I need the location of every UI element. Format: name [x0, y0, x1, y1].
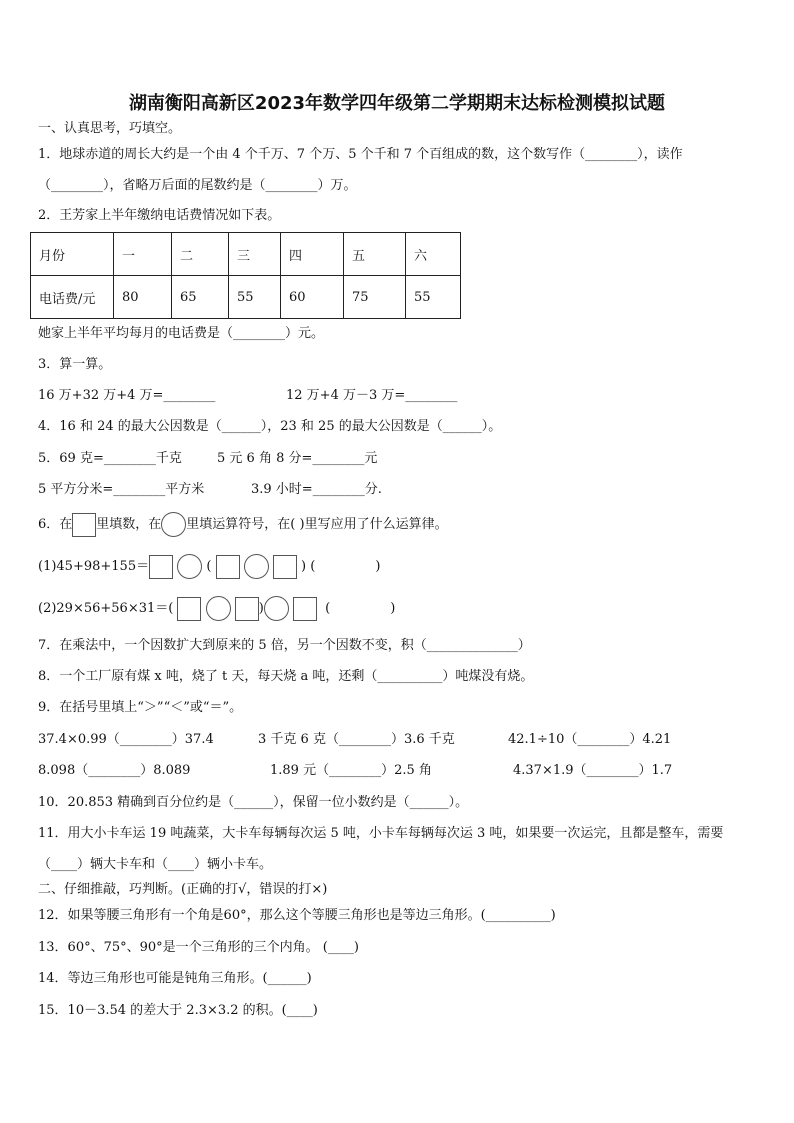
question-9: 9．在括号里填上“＞”“＜”或“＝”。 — [38, 700, 243, 715]
table-cell: 电话费/元 — [31, 276, 114, 319]
question-9a: 37.4×0.99（________）37.4 — [38, 732, 214, 747]
question-7: 7．在乘法中，一个因数扩大到原来的 5 倍，另一个因数不变，积（______________） — [38, 638, 531, 653]
answer-box[interactable] — [273, 555, 297, 579]
table-row-month — [31, 233, 461, 276]
question-3: 3．算一算。 — [38, 357, 112, 372]
answer-box[interactable] — [149, 555, 173, 579]
operator-circle[interactable] — [244, 554, 269, 579]
question-9f: 4.37×1.9（________）1.7 — [513, 763, 673, 778]
question-6 — [38, 512, 448, 538]
question-11-line-1: 11．用大小卡车运 19 吨蔬菜，大卡车每辆每次运 5 吨，小卡车每辆每次运 3 吨，如果要一次运完，且都是整车，需要 — [38, 826, 724, 841]
table-row-fee — [31, 276, 461, 319]
question-3a: 16 万+32 万+4 万=________ — [38, 388, 216, 403]
table-cell: 二 — [172, 233, 229, 276]
answer-box[interactable] — [235, 597, 259, 621]
answer-box[interactable] — [216, 555, 240, 579]
question-8: 8．一个工厂原有煤 x 吨，烧了 t 天，每天烧 a 吨，还剩（__________）吨煤没有烧。 — [38, 669, 534, 684]
number-box-icon — [72, 513, 96, 537]
operator-circle[interactable] — [177, 554, 202, 579]
phone-fee-table — [30, 232, 461, 319]
table-cell: 60 — [281, 276, 344, 319]
table-cell: 55 — [406, 276, 461, 319]
question-1-line-2: （________），省略万后面的尾数约是（________）万。 — [38, 178, 357, 193]
question-6-mid1: 里填数，在 — [96, 517, 162, 532]
table-cell: 月份 — [31, 233, 114, 276]
table-cell: 六 — [406, 233, 461, 276]
question-4: 4．16 和 24 的最大公因数是（______），23 和 25 的最大公因数是（______）。 — [38, 419, 502, 434]
table-cell: 80 — [114, 276, 172, 319]
q6-2-close-paren: ) — [258, 601, 264, 616]
operator-circle-icon — [161, 512, 186, 537]
question-3b: 12 万+4 万－3 万=________ — [286, 388, 458, 403]
q6-2-end-paren: ) — [390, 601, 396, 616]
question-6-part-1 — [38, 554, 380, 580]
question-12: 12．如果等腰三角形有一个角是60°，那么这个等腰三角形也是等边三角形。(__________) — [38, 908, 556, 923]
question-11-line-2: （____）辆大卡车和（____）辆小卡车。 — [38, 857, 273, 872]
operator-circle[interactable] — [264, 596, 289, 621]
q6-2-label: (2)29×56+56×31＝( — [38, 601, 174, 616]
question-15: 15．10－3.54 的差大于 2.3×3.2 的积。(____) — [38, 1003, 318, 1018]
table-cell: 四 — [281, 233, 344, 276]
question-5a: 5．69 克=________千克 — [38, 451, 182, 466]
question-2: 2．王芳家上半年缴纳电话费情况如下表。 — [38, 208, 281, 223]
question-9c: 42.1÷10（________）4.21 — [508, 732, 672, 747]
answer-box[interactable] — [177, 597, 201, 621]
exam-title: 湖南衡阳高新区2023年数学四年级第二学期期末达标检测模拟试题 — [128, 93, 666, 114]
section-2-heading: 二、仔细推敲，巧判断。(正确的打√，错误的打×) — [38, 882, 328, 897]
table-cell: 五 — [344, 233, 406, 276]
question-5d: 3.9 小时=________分. — [251, 482, 382, 497]
question-6-part-2 — [38, 596, 395, 622]
table-cell: 65 — [172, 276, 229, 319]
question-10: 10．20.853 精确到百分位约是（______），保留一位小数约是（______）。 — [38, 795, 469, 810]
question-14: 14．等边三角形也可能是钝角三角形。(______) — [38, 971, 312, 986]
q6-1-end-paren: ) — [375, 559, 381, 574]
operator-circle[interactable] — [206, 596, 231, 621]
q6-2-law-open-paren: ( — [325, 601, 331, 616]
question-1-line-1: 1．地球赤道的周长大约是一个由 4 个千万、7 个万、5 个千和 7 个百组成的数，这个数写作（________），读作 — [38, 147, 683, 162]
q6-1-open-paren: ( — [206, 559, 212, 574]
question-5b: 5 元 6 角 8 分=________元 — [217, 451, 378, 466]
section-1-heading: 一、认真思考，巧填空。 — [38, 121, 182, 136]
question-2-follow-up: 她家上半年平均每月的电话费是（________）元。 — [38, 326, 325, 341]
question-6-mid2: 里填运算符号，在( )里写应用了什么运算律。 — [186, 517, 448, 532]
table-cell: 55 — [229, 276, 281, 319]
table-cell: 三 — [229, 233, 281, 276]
question-9d: 8.098（________）8.089 — [38, 763, 191, 778]
question-13: 13．60°、75°、90°是一个三角形的三个内角。 (____) — [38, 940, 359, 955]
question-6-prefix: 6．在 — [38, 517, 73, 532]
q6-1-close-paren: ) ( — [301, 559, 316, 574]
question-5c: 5 平方分米=________平方米 — [38, 482, 205, 497]
answer-box[interactable] — [293, 597, 317, 621]
table-cell: 一 — [114, 233, 172, 276]
q6-1-label: (1)45+98+155＝ — [38, 559, 150, 574]
table-cell: 75 — [344, 276, 406, 319]
question-9b: 3 千克 6 克（________）3.6 千克 — [258, 732, 455, 747]
question-9e: 1.89 元（________）2.5 角 — [270, 763, 432, 778]
